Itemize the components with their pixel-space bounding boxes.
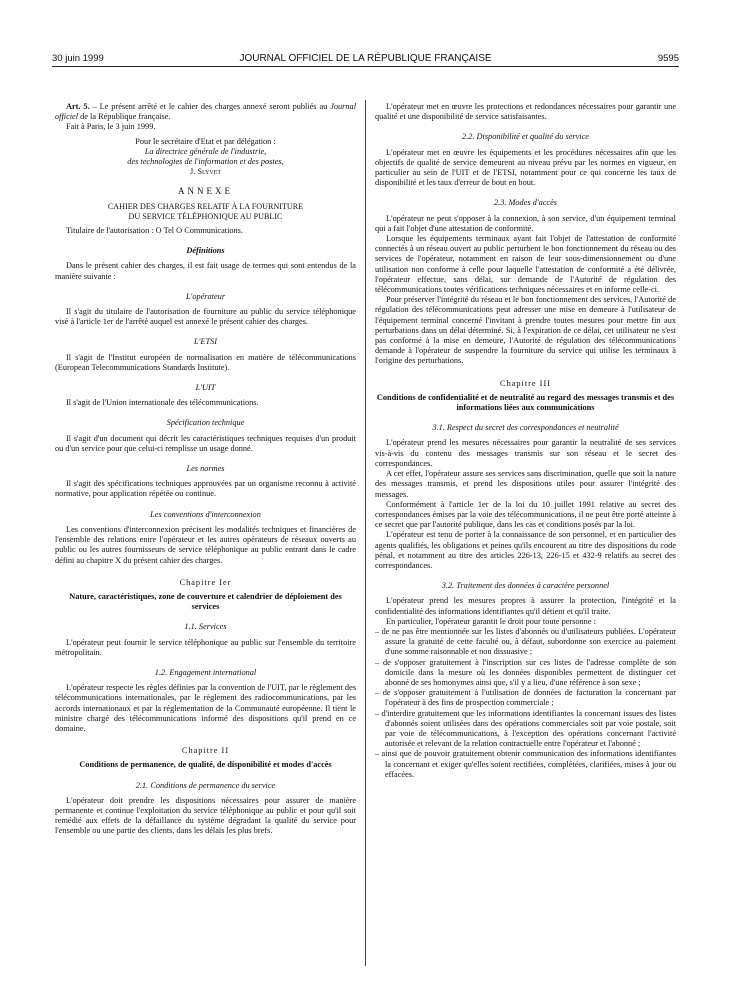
etsi-heading: L'ETSI bbox=[194, 337, 217, 347]
chapter-1-label: Chapitre Ier bbox=[179, 577, 232, 587]
section-3-2-paragraph-2: En particulier, l'opérateur garantit le droit pour toute personne : bbox=[386, 616, 596, 626]
section-3-1-paragraph-1: L'opérateur prend les mesures nécessaires pour garantir la neutralité de ses services vis-à-vis du contenu des messages transmis sur son réseau et le secret des correspondances. bbox=[375, 438, 676, 468]
header-page-number: 9595 bbox=[657, 53, 679, 64]
continuation-paragraph: L'opérateur met en œuvre les protections et redondances nécessaires pour garantir une qualité et une disponibilité de service satisfaisantes. bbox=[375, 102, 676, 122]
etsi-paragraph: Il s'agit de l'Institut européen de normalisation en matière de télécommunications (European Telecommunications Standards Institute). bbox=[55, 352, 356, 372]
conventions-paragraph: Les conventions d'interconnexion précisent les modalités techniques et financières de l'ensemble des relations entre l'opérateur et les autres opérateurs de réseaux ouverts au public ou les autres fournisseurs de service téléphonique au public entrant dans le cadre défini au chapitre X du présent cahier des charges. bbox=[55, 524, 356, 565]
section-2-3-paragraph-1: L'opérateur ne peut s'opposer à la connexion, à son service, d'un équipement terminal qui a fait l'objet d'une attestation de conformité. bbox=[375, 213, 676, 233]
chapter-3-label: Chapitre III bbox=[500, 378, 551, 388]
signature-line-2: La directrice générale de l'industrie, bbox=[144, 146, 267, 156]
definitions-paragraph: Dans le présent cahier des charges, il est fait usage de termes qui sont entendus de la manière suivante : bbox=[55, 261, 356, 281]
signature-line-1: Pour le secrétaire d'Etat et par délégation : bbox=[135, 136, 276, 146]
section-3-2-heading: 3.2. Traitement des données à caractère personnel bbox=[441, 581, 610, 591]
uit-paragraph: Il s'agit de l'Union internationale des télécommunications. bbox=[66, 398, 259, 408]
section-2-1-paragraph: L'opérateur doit prendre les dispositions nécessaires pour assurer de manière permanente et continue l'exploitation du service téléphonique au public et pour qu'il soit remédié aux effets de la défaillance du système dégradant la qualité du service pour l'ensemble ou une partie des clients, dans les délais les plus brefs. bbox=[55, 795, 356, 836]
list-item: – de s'opposer gratuitement à l'utilisation de données de facturation la concernant par l'opérateur à des fins de prospection commerciale ; bbox=[375, 688, 676, 708]
normes-heading: Les normes bbox=[186, 464, 225, 474]
chapter-2-title: Conditions de permanence, de qualité, de disponibilité et modes d'accès bbox=[79, 760, 332, 770]
section-2-3-heading: 2.3. Modes d'accès bbox=[493, 198, 558, 208]
specification-paragraph: Il s'agit d'un document qui décrit les caractéristiques techniques requises d'un produit ou d'un service pour que celui-ci remplisse un usage donné. bbox=[55, 433, 356, 453]
section-2-2-paragraph: L'opérateur met en œuvre les équipements et les procédures nécessaires afin que les objectifs de qualité de service demeurent au niveau prévu par les normes en vigueur, en particulier au sein de l'UIT et de l'ETSI, notamment pour ce qui concerne les taux de disponibilité et les taux d'erreur de bout en bout. bbox=[375, 147, 676, 188]
cahier-title-line-2: DU SERVICE TÉLÉPHONIQUE AU PUBLIC bbox=[128, 211, 283, 221]
left-column bbox=[55, 102, 356, 972]
chapter-1-title: Nature, caractéristiques, zone de couverture et calendrier de déploiement des services bbox=[69, 591, 342, 612]
section-2-2-heading: 2.2. Disponibilité et qualité du service bbox=[462, 132, 589, 142]
fait-a-paris: Fait à Paris, le 3 juin 1999. bbox=[66, 122, 156, 132]
list-item: – d'interdire gratuitement que les informations identifiantes la concernant issues des listes d'abonnés soient utilisées dans des opérations commerciales soit par voie postale, soit par voie de télécommunications, à l'exception des opérations concernant l'activité autorisée et relevant de la relation contractuelle entre l'opérateur et l'abonné ; bbox=[375, 708, 676, 749]
titulaire: Titulaire de l'autorisation : O Tel O Communications. bbox=[66, 226, 243, 236]
uit-heading: L'UIT bbox=[195, 383, 216, 393]
operateur-paragraph: Il s'agit du titulaire de l'autorisation de fourniture au public du service téléphonique visé à l'article 1er de l'arrêté auquel est annexé le présent cahier des charges. bbox=[55, 307, 356, 327]
definitions-heading: Définitions bbox=[186, 246, 225, 256]
list-item: – de s'opposer gratuitement à l'inscription sur ces listes de l'adresse complète de son domicile dans la mesure où les données disponibles permettent de distinguer cet abonné de ses homonymes ainsi que, s'il y a lieu, d'une référence à son sexe ; bbox=[375, 657, 676, 687]
article-5 bbox=[55, 102, 356, 122]
operateur-heading: L'opérateur bbox=[185, 291, 226, 301]
section-3-1-paragraph-4: L'opérateur est tenu de porter à la connaissance de son personnel, et en particulier des agents qualifiés, les obligations et peines qu'ils encourent au titre des dispositions du code pénal, et notamment au titre des articles 226-13, 226-15 et 432-9 relatifs au secret des correspondances. bbox=[375, 530, 676, 570]
section-1-2-heading: 1.2. Engagement international bbox=[154, 667, 257, 677]
cahier-title-line-1: CAHIER DES CHARGES RELATIF À LA FOURNITURE bbox=[107, 201, 304, 211]
annexe-heading: ANNEXE bbox=[178, 186, 233, 197]
section-3-1-paragraph-3: Conformément à l'article 1er de la loi du 10 juillet 1991 relative au secret des correspondances émises par la voie des télécommunications, il ne peut être porté atteinte à ce secret que par l'autorité publique, dans les cas et conditions posés par la loi. bbox=[375, 499, 676, 530]
section-3-2-paragraph-1: L'opérateur prend les mesures propres à assurer la protection, l'intégrité et la confidentialité des informations identifiantes qu'il détient et qu'il traite. bbox=[375, 596, 676, 616]
specification-heading: Spécification technique bbox=[166, 418, 245, 428]
normes-paragraph: Il s'agit des spécifications techniques approuvées par un organisme reconnu à activité normative, pour application répétée ou continue. bbox=[55, 479, 356, 499]
conventions-heading: Les conventions d'interconnexion bbox=[150, 509, 261, 519]
right-column bbox=[375, 102, 676, 972]
list-item: – ainsi que de pouvoir gratuitement obtenir communication des informations identifiantes la concernant et exiger qu'elles soient rectifiées, complétées, clarifiées, mises à jour ou effacées. bbox=[375, 749, 676, 779]
section-2-1-heading: 2.1. Conditions de permanence du service bbox=[135, 780, 276, 790]
article-5-label: Art. 5. bbox=[66, 102, 90, 111]
article-5-journal: Journal officiel bbox=[55, 102, 356, 122]
section-1-1-paragraph: L'opérateur peut fournir le service téléphonique au public sur l'ensemble du territoire métropolitain. bbox=[55, 637, 356, 657]
column-divider bbox=[365, 100, 366, 966]
section-3-1-paragraph-2: A cet effet, l'opérateur assure ses services sans discrimination, quelle que soit la nature des messages transmis, et prend les dispositions utiles pour assurer l'intégrité des messages. bbox=[375, 469, 676, 499]
section-2-3-paragraph-3: Pour préserver l'intégrité du réseau et le bon fonctionnement des services, l'Autorité de régulation des télécommunications peut adresser une mise en demeure à l'utilisateur de l'équipement terminal concerné l'invitant à prendre toutes mesures pour mettre fin aux perturbations dans un délai déterminé. Si, à l'expiration de ce délai, cet utilisateur ne s'est pas conformé à la mise en demeure, l'Autorité de régulation des télécommunications demande à l'opérateur de suspendre la fourniture du service qui utilise les terminaux à l'origine des perturbations. bbox=[375, 295, 676, 366]
header-rule bbox=[52, 66, 679, 67]
header-date: 30 juin 1999 bbox=[52, 53, 104, 64]
section-3-1-heading: 3.1. Respect du secret des correspondances et neutralité bbox=[432, 423, 619, 433]
list-item: – de ne pas être mentionnée sur les listes d'abonnés ou d'utilisateurs publiées. L'opérateur assure la gratuité de cette faculté ou, à défaut, subordonne son exercice au paiement d'une somme raisonnable et non dissuasive ; bbox=[375, 626, 676, 657]
header-journal-title: JOURNAL OFFICIEL DE LA RÉPUBLIQUE FRANÇAISE bbox=[239, 53, 492, 64]
signature-line-3: des technologies de l'information et des postes, bbox=[127, 157, 284, 167]
chapter-2-label: Chapitre II bbox=[181, 746, 230, 756]
section-1-1-heading: 1.1. Services bbox=[184, 622, 227, 632]
article-5-text-a: – Le présent arrêté et le cahier des charges annexé seront publiés au bbox=[89, 102, 331, 111]
article-5-text-b: de la République française. bbox=[78, 112, 171, 122]
chapter-3-title: Conditions de confidentialité et de neutralité au regard des messages transmis et des informations liées aux communications bbox=[376, 392, 675, 413]
signature-name: J. Slyvet bbox=[189, 167, 222, 177]
section-2-3-paragraph-2: Lorsque les équipements terminaux ayant fait l'objet de l'attestation de conformité connectés à un réseau ouvert au public perturbent le bon fonctionnement du réseau ou des services de l'opérateur, notamment en raison de leur sous-dimensionnement ou d'une utilisation non conforme à celle pour laquelle l'attestation de conformité a été délivrée, l'opérateur effectue, sans délai, sur demande de l'Autorité de régulation des télécommunications toutes vérifications techniques nécessaires et en informe celle-ci. bbox=[375, 234, 676, 295]
section-1-2-paragraph: L'opérateur respecte les règles définies par la convention de l'UIT, par le règlement des télécommunications internationales, par le règlement des radiocommunications, par les accords internationaux et par la réglementation de la Communauté européenne. Il tient le ministre chargé des télécommunications informé des dispositions qu'il prend en ce domaine. bbox=[55, 683, 356, 733]
